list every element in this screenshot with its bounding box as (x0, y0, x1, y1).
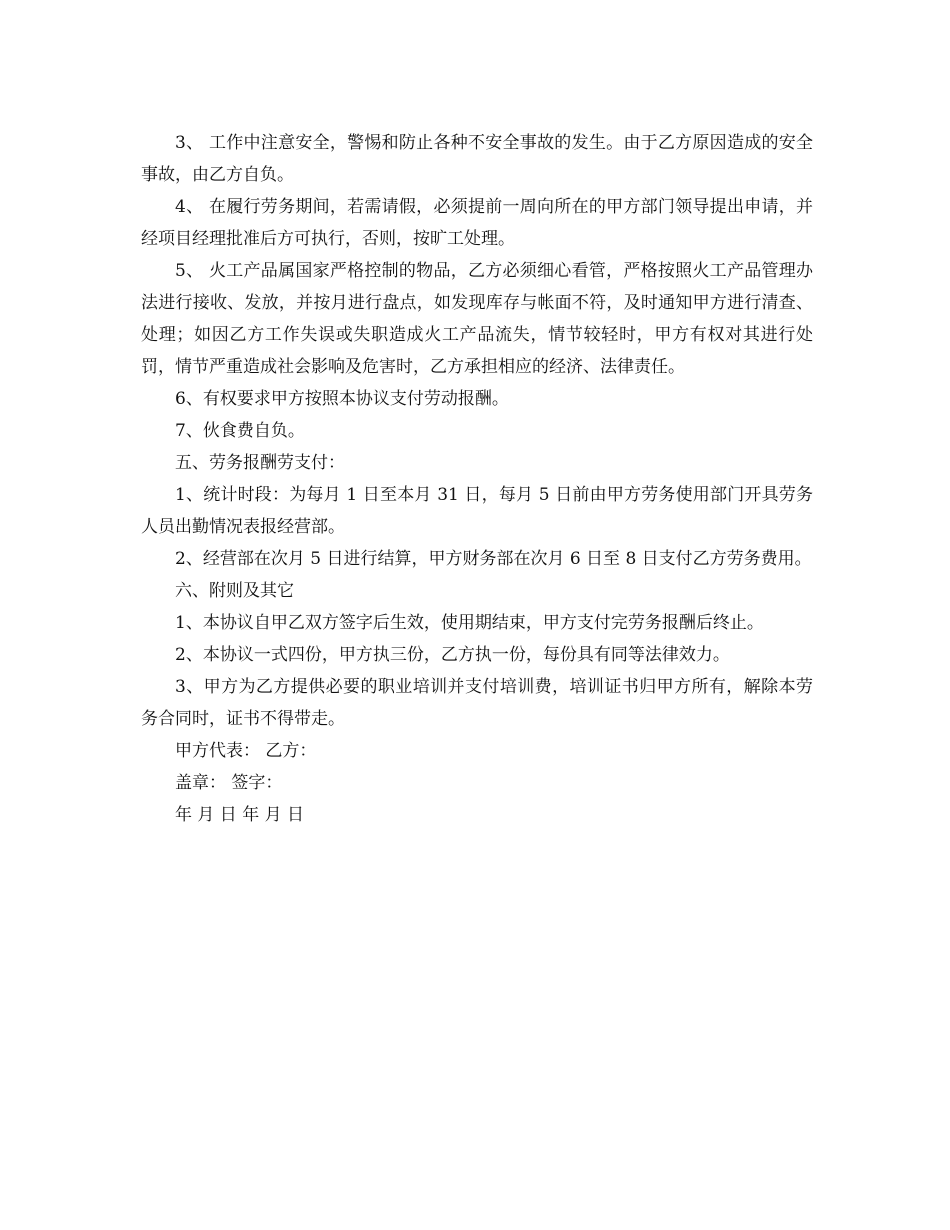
payment-clause-2: 2、经营部在次月 5 日进行结算，甲方财务部在次月 6 日至 8 日支付乙方劳务费用。 (175, 549, 812, 569)
supplementary-clause-1: 1、本协议自甲乙双方签字后生效，使用期结束，甲方支付完劳务报酬后终止。 (175, 613, 764, 633)
supplementary-clause-3: 3、甲方为乙方提供必要的职业培训并支付培训费，培训证书归甲方所有，解除本劳务合同时，证书不得带走。 (141, 677, 813, 729)
clause-7-meals: 7、伙食费自负。 (175, 421, 305, 441)
clause-5-explosives: 5、 火工产品属国家严格控制的物品，乙方必须细心看管，严格按照火工产品管理办法进行接收、发放，并按月进行盘点，如发现库存与帐面不符，及时通知甲方进行清查、处理；如因乙方工作失误或失职造成火工产品流失，情节较轻时，甲方有权对其进行处罚，情节严重造成社会影响及危害时，乙方承担相应的经济、法律责任。 (141, 261, 813, 377)
section-heading-payment: 五、劳务报酬劳支付： (175, 453, 345, 473)
clause-3-safety: 3、 工作中注意安全，警惕和防止各种不安全事故的发生。由于乙方原因造成的安全事故，由乙方自负。 (141, 133, 813, 185)
payment-clause-1: 1、统计时段：为每月 1 日至本月 31 日，每月 5 日前由甲方劳务使用部门开具劳务人员出勤情况表报经营部。 (141, 485, 813, 537)
clause-4-leave: 4、 在履行劳务期间，若需请假，必须提前一周向所在的甲方部门领导提出申请，并经项目经理批准后方可执行，否则，按旷工处理。 (141, 197, 813, 249)
clause-6-remuneration-right: 6、有权要求甲方按照本协议支付劳动报酬。 (175, 389, 509, 409)
signature-date-line: 年 月 日 年 月 日 (175, 805, 305, 825)
section-heading-supplementary: 六、附则及其它 (175, 581, 294, 601)
document-body (141, 127, 813, 831)
signature-seal-line: 盖章： 签字： (175, 773, 283, 793)
signature-representative-line: 甲方代表： 乙方： (175, 741, 317, 761)
supplementary-clause-2: 2、本协议一式四份，甲方执三份，乙方执一份，每份具有同等法律效力。 (175, 645, 730, 665)
